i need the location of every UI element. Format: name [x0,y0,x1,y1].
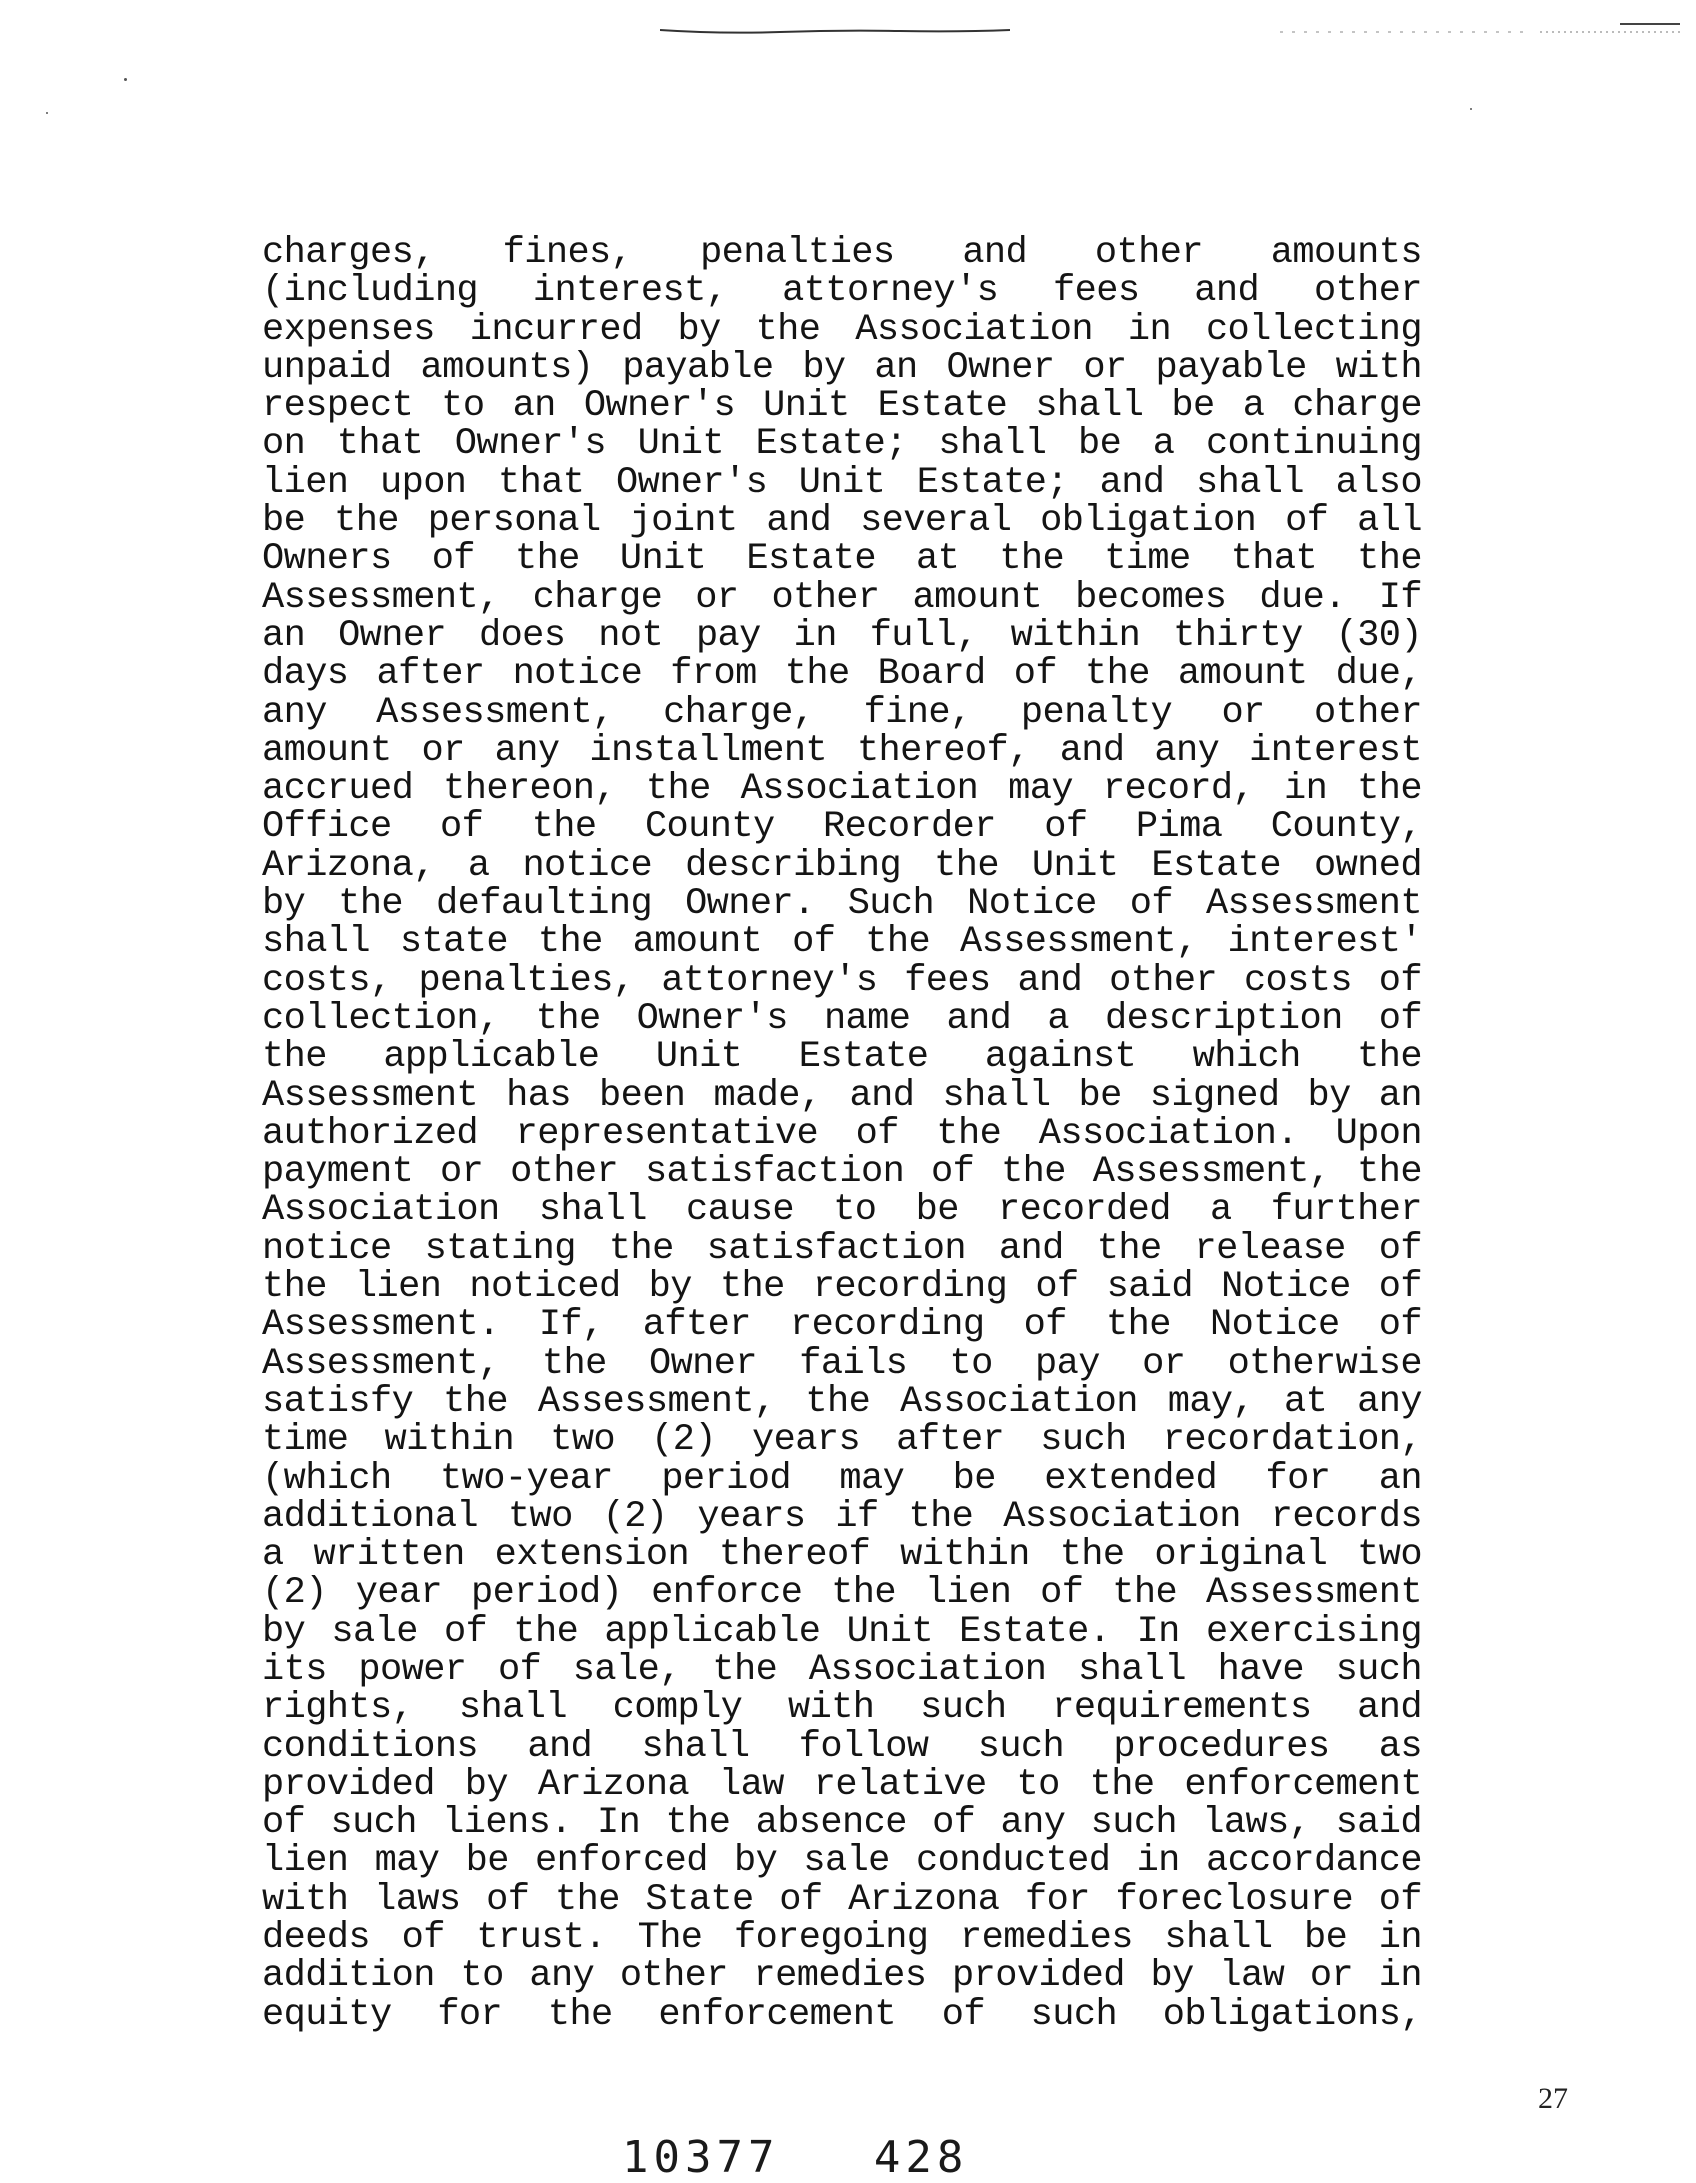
text-line: payment or other satisfaction of the Assessment, the [262,1153,1422,1192]
text-line: satisfy the Assessment, the Association may, at any [262,1382,1422,1422]
text-line: Assessment has been made, and shall be signed by an [262,1076,1422,1115]
text-line: lien upon that Owner's Unit Estate; and shall also [262,463,1422,503]
text-line: charges, fines, penalties and other amounts [262,234,1422,273]
text-line: the lien noticed by the recording of said Notice of [262,1268,1422,1307]
text-line: an Owner does not pay in full, within thirty (30) [262,616,1422,656]
text-line: Arizona, a notice describing the Unit Estate owned [262,846,1422,886]
text-line: of such liens. In the absence of any such laws, said [262,1804,1422,1843]
text-line: the applicable Unit Estate against which the [262,1038,1422,1077]
text-line: Owners of the Unit Estate at the time that the [262,540,1422,579]
text-line: Office of the County Recorder of Pima County, [262,808,1422,847]
text-line: costs, penalties, attorney's fees and other costs of [262,961,1422,1000]
text-line: rights, shall comply with such requirements and [262,1689,1422,1728]
text-line: Assessment. If, after recording of the Notice of [262,1306,1422,1345]
text-line: amount or any installment thereof, and any interest [262,731,1422,771]
text-line: provided by Arizona law relative to the enforcement [262,1765,1422,1805]
record-stamp: 10377 428 [622,2132,969,2183]
text-line: notice stating the satisfaction and the release of [262,1229,1422,1269]
text-line: Assessment, charge or other amount becomes due. If [262,578,1422,617]
text-line: with laws of the State of Arizona for foreclosure of [262,1880,1422,1920]
text-line: lien may be enforced by sale conducted in accordance [262,1842,1422,1881]
text-line: expenses incurred by the Association in collecting [262,310,1422,349]
text-line: on that Owner's Unit Estate; shall be a continuing [262,425,1422,464]
text-line: time within two (2) years after such recordation, [262,1421,1422,1460]
text-line: be the personal joint and several obligation of all [262,502,1422,541]
text-line: (including interest, attorney's fees and other [262,272,1422,311]
document-body [262,234,1422,2034]
text-line: any Assessment, charge, fine, penalty or other [262,693,1422,732]
scan-speck [46,112,48,114]
text-line: a written extension thereof within the original two [262,1536,1422,1575]
scan-artifact-right [1280,20,1680,40]
text-line: its power of sale, the Association shall have such [262,1650,1422,1690]
text-line: Association shall cause to be recorded a further [262,1191,1422,1230]
text-line: days after notice from the Board of the amount due, [262,655,1422,694]
text-line: unpaid amounts) payable by an Owner or payable with [262,348,1422,388]
text-line: (which two-year period may be extended for an [262,1459,1422,1498]
text-line: (2) year period) enforce the lien of the Assessment [262,1574,1422,1613]
text-line: Assessment, the Owner fails to pay or otherwise [262,1344,1422,1383]
text-line: by sale of the applicable Unit Estate. In exercising [262,1612,1422,1651]
text-line: equity for the enforcement of such obligations, [262,1995,1422,2034]
text-line: collection, the Owner's name and a description of [262,999,1422,1039]
text-line: deeds of trust. The foregoing remedies shall be in [262,1919,1422,1958]
text-line: accrued thereon, the Association may record, in the [262,770,1422,809]
text-line: conditions and shall follow such procedures as [262,1727,1422,1766]
page-number: 27 [1538,2082,1568,2115]
text-line: additional two (2) years if the Association records [262,1497,1422,1537]
text-line: authorized representative of the Association. Upon [262,1114,1422,1154]
scan-artifact-top [660,28,1010,34]
text-line: by the defaulting Owner. Such Notice of Assessment [262,885,1422,924]
text-line: shall state the amount of the Assessment, interest' [262,923,1422,962]
text-line: respect to an Owner's Unit Estate shall be a charge [262,387,1422,426]
text-line: addition to any other remedies provided by law or in [262,1957,1422,1996]
scan-speck [1470,108,1472,110]
scan-speck [124,78,127,81]
